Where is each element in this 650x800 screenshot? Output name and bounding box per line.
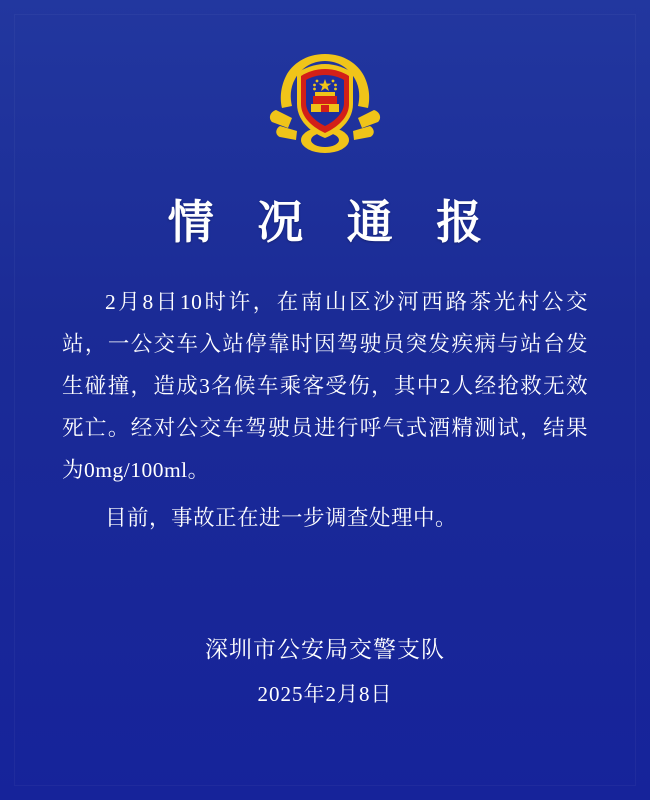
announcement-body [62, 282, 588, 540]
signature-organization: 深圳市公安局交警支队 [205, 637, 445, 662]
page-title: 情 况 通 报 [167, 197, 499, 248]
signature-block [0, 631, 650, 708]
paragraph-2: 目前，事故正在进一步调查处理中。 [105, 505, 458, 530]
paragraph-1: 2月8日10时许，在南山区沙河西路茶光村公交站，一公交车入站停靠时因驾驶员突发疾病与站台发生碰撞，造成3名候车乘客受伤，其中2人经抢救无效死亡。经对公交车驾驶员进行呼气式酒精测试，结果为0mg/100ml。 [62, 290, 588, 482]
emblem-container [0, 0, 650, 160]
signature-date: 2025年2月8日 [257, 682, 393, 706]
china-police-emblem-icon [266, 48, 384, 160]
